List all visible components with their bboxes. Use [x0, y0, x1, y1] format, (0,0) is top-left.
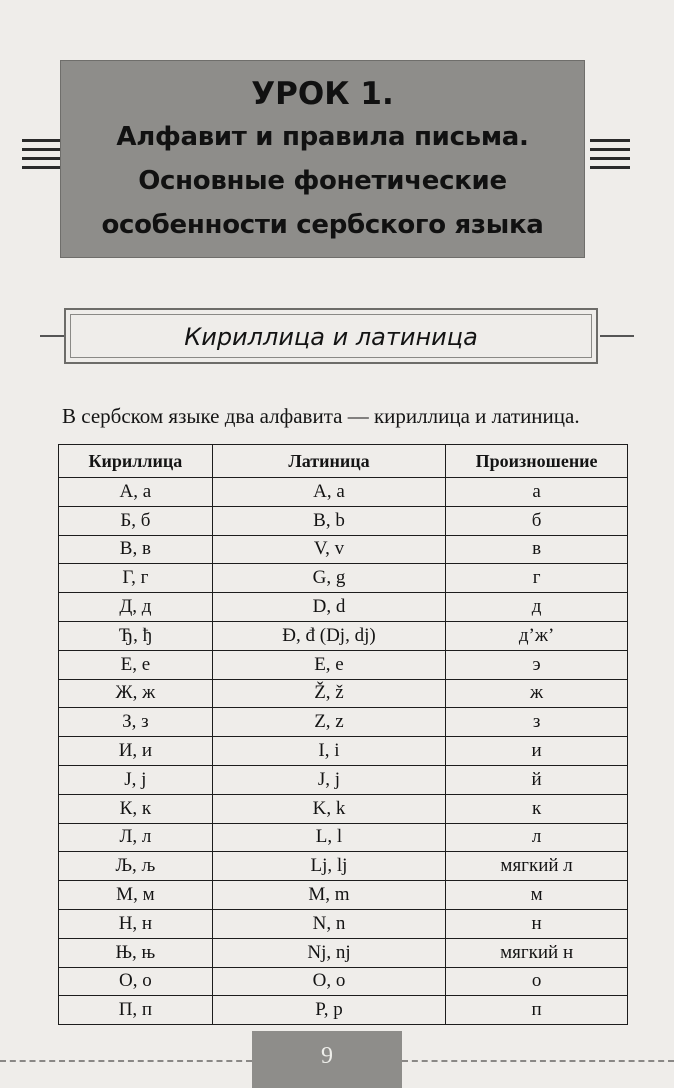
table-row [59, 593, 628, 622]
latin-cell: D, d [212, 593, 445, 622]
pronunciation-cell: н [446, 909, 628, 938]
lesson-title-line-2: Основные фонетические [138, 166, 507, 196]
cyrillic-cell: Њ, њ [59, 938, 213, 967]
latin-cell: Nj, nj [212, 938, 445, 967]
latin-cell: Z, z [212, 708, 445, 737]
pronunciation-cell: м [446, 881, 628, 910]
table-row [59, 938, 628, 967]
decor-lines-right [590, 139, 630, 175]
latin-cell: J, j [212, 765, 445, 794]
latin-cell: Ž, ž [212, 679, 445, 708]
table-row [59, 737, 628, 766]
table-row [59, 506, 628, 535]
cyrillic-cell: Б, б [59, 506, 213, 535]
latin-cell: E, e [212, 650, 445, 679]
pronunciation-cell: о [446, 967, 628, 996]
lesson-title-line-1: Алфавит и правила письма. [116, 122, 529, 152]
latin-cell: M, m [212, 881, 445, 910]
table-row [59, 564, 628, 593]
latin-cell: G, g [212, 564, 445, 593]
table-row [59, 909, 628, 938]
table-row [59, 852, 628, 881]
header-latin: Латиница [212, 445, 445, 478]
latin-cell: N, n [212, 909, 445, 938]
page-number: 9 [252, 1031, 402, 1088]
table-row [59, 967, 628, 996]
alphabet-table [58, 444, 628, 1025]
latin-cell: B, b [212, 506, 445, 535]
cyrillic-cell: В, в [59, 535, 213, 564]
table-row [59, 621, 628, 650]
cyrillic-cell: Ђ, ђ [59, 621, 213, 650]
table-row [59, 794, 628, 823]
lesson-title-line-3: особенности сербского языка [101, 210, 544, 240]
pronunciation-cell: мягкий н [446, 938, 628, 967]
lesson-title-box [60, 60, 585, 258]
pronunciation-cell: д [446, 593, 628, 622]
lesson-number: УРОК 1. [251, 76, 394, 112]
latin-cell: L, l [212, 823, 445, 852]
cyrillic-cell: Ж, ж [59, 679, 213, 708]
pronunciation-cell: з [446, 708, 628, 737]
table-row [59, 708, 628, 737]
cyrillic-cell: К, к [59, 794, 213, 823]
cyrillic-cell: П, п [59, 996, 213, 1025]
cyrillic-cell: Ј, ј [59, 765, 213, 794]
latin-cell: Đ, đ (Dj, dj) [212, 621, 445, 650]
pronunciation-cell: мягкий л [446, 852, 628, 881]
cyrillic-cell: Г, г [59, 564, 213, 593]
table-row [59, 765, 628, 794]
cyrillic-cell: А, а [59, 478, 213, 507]
pronunciation-cell: д’ж’ [446, 621, 628, 650]
cyrillic-cell: Н, н [59, 909, 213, 938]
pronunciation-cell: к [446, 794, 628, 823]
cyrillic-cell: Л, л [59, 823, 213, 852]
pronunciation-cell: б [446, 506, 628, 535]
table-row [59, 881, 628, 910]
table-row [59, 535, 628, 564]
cyrillic-cell: Љ, љ [59, 852, 213, 881]
table-row [59, 478, 628, 507]
pronunciation-cell: л [446, 823, 628, 852]
footer-rule-left [0, 1060, 252, 1062]
section-subtitle-box [64, 308, 598, 364]
cyrillic-cell: З, з [59, 708, 213, 737]
section-subtitle: Кириллица и латиница [70, 314, 592, 358]
table-row [59, 996, 628, 1025]
decor-lines-left [22, 139, 62, 175]
latin-cell: P, p [212, 996, 445, 1025]
cyrillic-cell: М, м [59, 881, 213, 910]
pronunciation-cell: в [446, 535, 628, 564]
latin-cell: Lj, lj [212, 852, 445, 881]
table-header-row [59, 445, 628, 478]
latin-cell: K, k [212, 794, 445, 823]
latin-cell: V, v [212, 535, 445, 564]
cyrillic-cell: Д, д [59, 593, 213, 622]
header-cyrillic: Кириллица [59, 445, 213, 478]
pronunciation-cell: и [446, 737, 628, 766]
latin-cell: O, o [212, 967, 445, 996]
latin-cell: I, i [212, 737, 445, 766]
table-row [59, 650, 628, 679]
pronunciation-cell: п [446, 996, 628, 1025]
pronunciation-cell: г [446, 564, 628, 593]
table-row [59, 823, 628, 852]
pronunciation-cell: ж [446, 679, 628, 708]
table-row [59, 679, 628, 708]
pronunciation-cell: й [446, 765, 628, 794]
latin-cell: A, a [212, 478, 445, 507]
cyrillic-cell: О, о [59, 967, 213, 996]
pronunciation-cell: а [446, 478, 628, 507]
cyrillic-cell: Е, е [59, 650, 213, 679]
footer-rule-right [402, 1060, 674, 1062]
cyrillic-cell: И, и [59, 737, 213, 766]
intro-paragraph: В сербском языке два алфавита — кириллица и латиница. [62, 404, 580, 428]
header-pronunciation: Произношение [446, 445, 628, 478]
pronunciation-cell: э [446, 650, 628, 679]
